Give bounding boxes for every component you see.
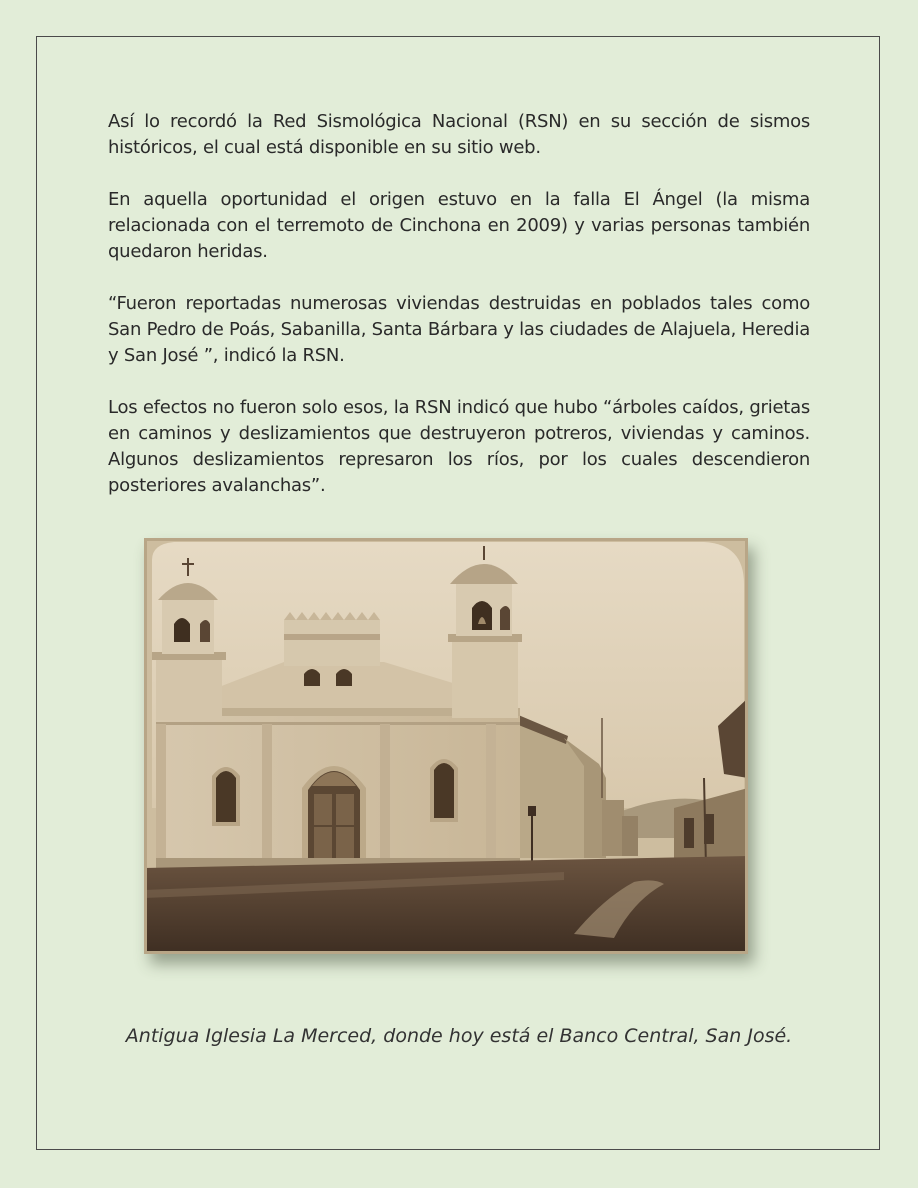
photo-caption: Antigua Iglesia La Merced, donde hoy está el Banco Central, San José. (125, 1025, 793, 1047)
paragraph-4: Los efectos no fueron solo esos, la RSN indicó que hubo “árboles caídos, grietas en caminos y deslizamientos que destruyeron potreros, viviendas y caminos. Algunos deslizamientos represaron los ríos, por los cuales descendieron posteriores avalanchas”. (108, 397, 810, 496)
paragraph-1: Así lo recordó la Red Sismológica Nacional (RSN) en su sección de sismos históricos, el cual está disponible en su sitio web. (108, 111, 810, 158)
church-photo-image (144, 538, 748, 954)
article-body (108, 109, 810, 525)
paragraph-2: En aquella oportunidad el origen estuvo en la falla El Ángel (la misma relacionada con el terremoto de Cinchona en 2009) y varias personas también quedaron heridas. (108, 189, 810, 262)
paragraph-3: “Fueron reportadas numerosas viviendas destruidas en poblados tales como San Pedro de Poás, Sabanilla, Santa Bárbara y las ciudades de Alajuela, Heredia y San José ”, indicó la RSN. (108, 293, 810, 366)
historic-church-photo (144, 538, 748, 954)
